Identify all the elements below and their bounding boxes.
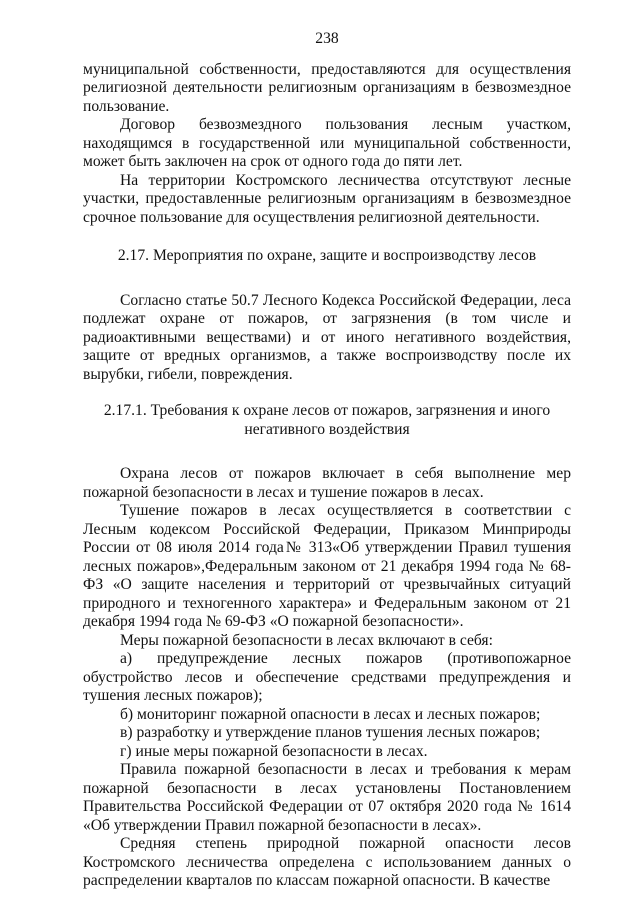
paragraph: Тушение пожаров в лесах осуществляется в соответствии с Лесным кодексом Российской Федерации, Приказом Минприроды России от 08 июля 2014 года№ 313«Об утверждении Правил тушения лесных пожаров»,Федеральным законом от 21 декабря 1994 года № 68-ФЗ «О защите населения и территорий от чрезвычайных ситуаций природного и техногенного характера» и Федеральным законом от 21 декабря 1994 года № 69-ФЗ «О пожарной безопасности». [83, 502, 571, 630]
section-heading-line: негативного воздействия [244, 420, 410, 438]
paragraph: На территории Костромского лесничества отсутствуют лесные участки, предоставленные религиозным организациям в безвозмездное срочное пользование для осуществления религиозной деятельности. [83, 171, 571, 226]
paragraph: Договор безвозмездного пользования лесным участком, находящимся в государственной или муниципальной собственности, может быть заключен на срок от одного года до пяти лет. [83, 116, 571, 170]
paragraph: Охрана лесов от пожаров включает в себя выполнение мер пожарной безопасности в лесах и тушение пожаров в лесах. [83, 465, 571, 501]
section-heading-2-17-1 [83, 402, 571, 439]
section-heading-2-17: 2.17. Мероприятия по охране, защите и воспроизводству лесов [117, 247, 537, 264]
paragraph: Согласно статье 50.7 Лесного Кодекса Российской Федерации, леса подлежат охране от пожаров, от загрязнения (в том числе и радиоактивными веществами) и от иного негативного воздействия, защите от вредных организмов, а также воспроизводству после их вырубки, гибели, повреждения. [83, 291, 571, 383]
section-heading-line: 2.17.1. Требования к охране лесов от пожаров, загрязнения и иного [103, 402, 551, 419]
list-item: в) разработку и утверждение планов тушения лесных пожаров; [120, 724, 541, 741]
list-item: б) мониторинг пожарной опасности в лесах и лесных пожаров; [120, 705, 541, 723]
paragraph: Средняя степень природной пожарной опасности лесов Костромского лесничества определена с использованием данных о распределении кварталов по классам пожарной опасности. В качестве [83, 835, 571, 889]
paragraph: Меры пожарной безопасности в лесах включают в себя: [120, 631, 493, 649]
paragraph: Правила пожарной безопасности в лесах и требования к мерам пожарной безопасности в лесах установлены Постановлением Правительства Российской Федерации от 07 октября 2020 года № 1614 «Об утверждении Правил пожарной безопасности в лесах». [83, 761, 571, 834]
list-item: а) предупреждение лесных пожаров (противопожарное обустройство лесов и обеспечение средствами предупреждения и тушения лесных пожаров); [83, 650, 571, 704]
paragraph: муниципальной собственности, предоставляются для осуществления религиозной деятельности религиозным организациям в безвозмездное пользование. [83, 60, 571, 115]
page-number: 238 [315, 30, 339, 47]
list-item: г) иные меры пожарной безопасности в лесах. [120, 742, 428, 760]
